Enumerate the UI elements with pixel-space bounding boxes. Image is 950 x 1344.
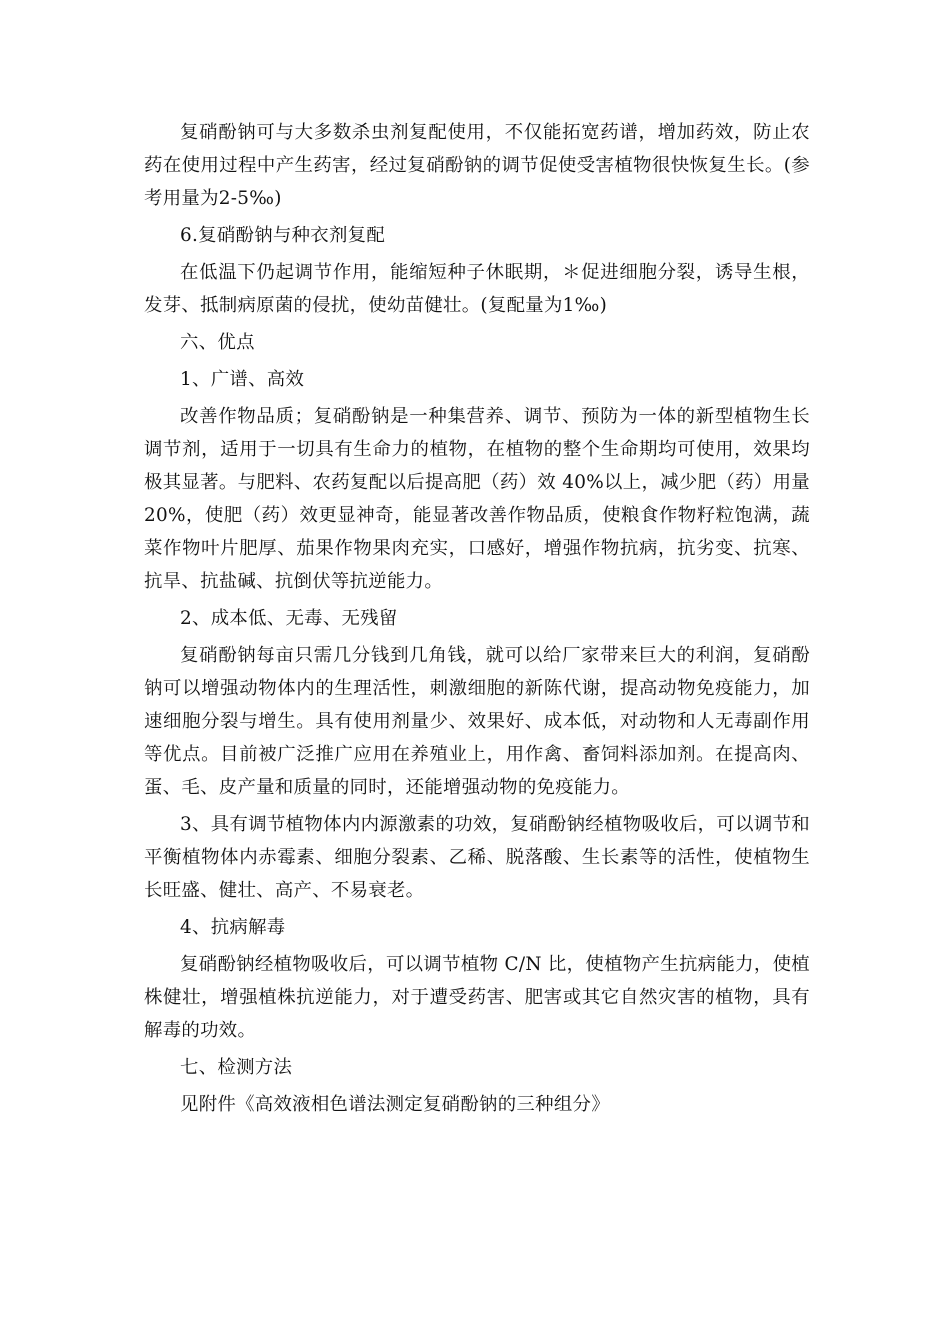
- heading-seed-coating-compound: 6.复硝酚钠与种衣剂复配: [180, 225, 386, 246]
- paragraph-broad-spectrum: 改善作物品质；复硝酚钠是一种集营养、调节、预防为一体的新型植物生长调节剂，适用于一切具有生命力的植物，在植物的整个生命期均可使用，效果均极其显著。与肥料、农药复配以后提高肥（药）效 40%以上，减少肥（药）用量20%，使肥（药）效更显神奇，能显著改善作物品质，使粮食作物籽粒饱满，蔬菜作物叶片肥厚、茄果作物果肉充实，口感好，增强作物抗病，抗劣变、抗寒、抗旱、抗盐碱、抗倒伏等抗逆能力。: [144, 406, 810, 592]
- paragraph-low-cost: 复硝酚钠每亩只需几分钱到几角钱，就可以给厂家带来巨大的利润，复硝酚钠可以增强动物体内的生理活性，刺激细胞的新陈代谢，提高动物免疫能力，加速细胞分裂与增生。具有使用剂量少、效果好、成本低，对动物和人无毒副作用等优点。目前被广泛推广应用在养殖业上，用作禽、畜饲料添加剂。在提高肉、蛋、毛、皮产量和质量的同时，还能增强动物的免疫能力。: [144, 645, 810, 798]
- heading-low-cost: 2、成本低、无毒、无残留: [180, 608, 398, 629]
- heading-disease-detox: 4、抗病解毒: [180, 917, 286, 938]
- heading-broad-spectrum: 1、广谱、高效: [180, 369, 305, 390]
- paragraph-seed-coating: 在低温下仍起调节作用，能缩短种子休眠期，＊促进细胞分裂，诱导生根，发芽、抵制病原菌的侵扰，使幼苗健壮。(复配量为1‰): [144, 262, 810, 316]
- heading-detection-method: 七、检测方法: [180, 1057, 293, 1078]
- paragraph-hormone-regulation: 3、具有调节植物体内内源激素的功效，复硝酚钠经植物吸收后，可以调节和平衡植物体内赤霉素、细胞分裂素、乙稀、脱落酸、生长素等的活性，使植物生长旺盛、健壮、高产、不易衰老。: [144, 814, 810, 901]
- paragraph-disease-detox: 复硝酚钠经植物吸收后，可以调节植物 C/N 比，使植物产生抗病能力，使植株健壮，增强植株抗逆能力，对于遭受药害、肥害或其它自然灾害的植物，具有解毒的功效。: [144, 954, 810, 1041]
- document-body: [144, 116, 810, 1125]
- paragraph-compound-with-insecticides: 复硝酚钠可与大多数杀虫剂复配使用，不仅能拓宽药谱，增加药效，防止农药在使用过程中产生药害，经过复硝酚钠的调节促使受害植物很快恢复生长。(参考用量为2-5‰): [144, 122, 810, 209]
- paragraph-appendix-reference: 见附件《高效液相色谱法测定复硝酚钠的三种组分》: [180, 1094, 610, 1115]
- heading-advantages: 六、优点: [180, 332, 255, 353]
